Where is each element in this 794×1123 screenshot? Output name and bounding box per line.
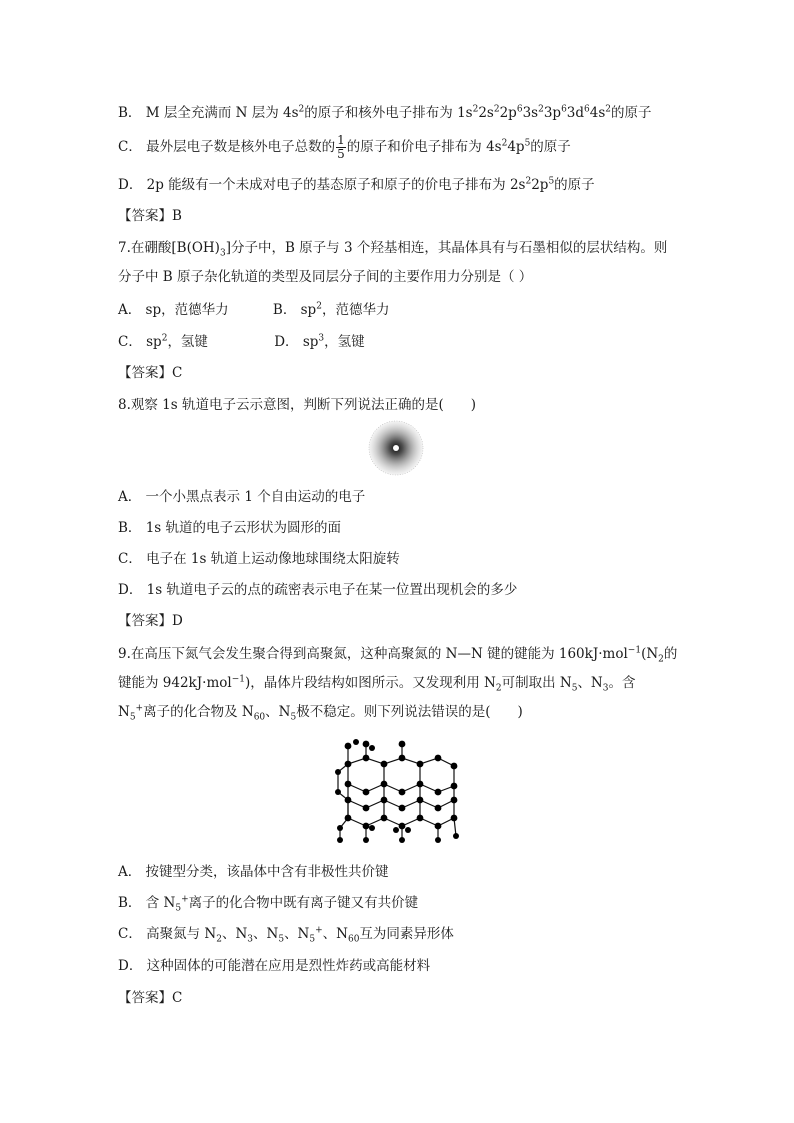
q9-stem: 9.在高压下氮气会发生聚合得到高聚氮，这种高聚氮的 N—N 键的键能为 $160kJ\cdot mol^{-1}(N_2$的键能为 942kJ·mol$^{-1}$)，晶体片段结构如图所示。又发现利用 $N_2$可制取出 $N_5$、$N_3$。含 $N_5^+$离子的化合物及 $N_{60}$、$N_5$极不稳定。则下列说法错误的是( ) bbox=[118, 645, 678, 723]
q9-answer: 【答案】C bbox=[118, 990, 183, 1006]
q7-option-c: C． $sp^2$，氢键 bbox=[118, 333, 208, 350]
q9-option-c: C． 高聚氮与 $N_2$、$N_3$、$N_5$、$N_5^+$、$N_{60}$互为同素异形体 bbox=[118, 925, 454, 945]
q6-option-d: D． 2p 能级有一个未成对电子的基态原子和原子的价电子排布为 $2s^22p^5$的原子 bbox=[118, 176, 595, 193]
q8-option-a: A． 一个小黑点表示 1 个自由运动的电子 bbox=[118, 489, 366, 505]
q7-answer: 【答案】C bbox=[118, 365, 183, 381]
q8-option-b: B． 1s 轨道的电子云形状为圆形的面 bbox=[118, 520, 342, 536]
q7-options-row1 bbox=[118, 300, 389, 320]
q6-option-b: B． M 层全充满而 N 层为 $4s^2$的原子和核外电子排布为 $1s^22s^22p^63s^23p^63d^64s^2$的原子 bbox=[118, 104, 652, 121]
q9-option-b: B． 含 $N_5^+$离子的化合物中既有离子键又有共价键 bbox=[118, 894, 419, 914]
fraction-one-fifth: $\frac{1}{5}$ bbox=[337, 133, 345, 161]
q7-option-d: D． $sp^3$，氢键 bbox=[274, 333, 365, 350]
electron-cloud-figure bbox=[368, 420, 424, 476]
polymeric-nitrogen-structure-figure bbox=[328, 736, 468, 846]
q7-option-b: B． $sp^2$，范德华力 bbox=[272, 301, 390, 318]
q6-answer: 【答案】B bbox=[118, 208, 182, 224]
q9-option-d: D． 这种固体的可能潜在应用是烈性炸药或高能材料 bbox=[118, 958, 431, 974]
q9-option-a: A． 按键型分类，该晶体中含有非极性共价键 bbox=[118, 864, 389, 880]
q7-stem: 7.在硼酸$[B(OH)_3]$分子中，B 原子与 3 个羟基相连，其晶体具有与石墨相似的层状结构。则分子中 B 原子杂化轨道的类型及同层分子间的主要作用力分别是（ ） bbox=[118, 240, 668, 285]
q7-options-row2 bbox=[118, 332, 365, 352]
q8-option-c: C． 电子在 1s 轨道上运动像地球围绕太阳旋转 bbox=[118, 551, 400, 567]
q6-option-c: C． 最外层电子数是核外电子总数的 $\frac{1}{5}$ 的原子和价电子排布为 $4s^24p^5$的原子 bbox=[118, 133, 571, 161]
q7-option-a: A． sp，范德华力 bbox=[118, 302, 229, 318]
q8-stem: 8.观察 1s 轨道电子云示意图，判断下列说法正确的是( ) bbox=[118, 397, 477, 413]
q8-answer: 【答案】D bbox=[118, 613, 183, 629]
q8-option-d: D． 1s 轨道电子云的点的疏密表示电子在某一位置出现机会的多少 bbox=[118, 582, 518, 598]
